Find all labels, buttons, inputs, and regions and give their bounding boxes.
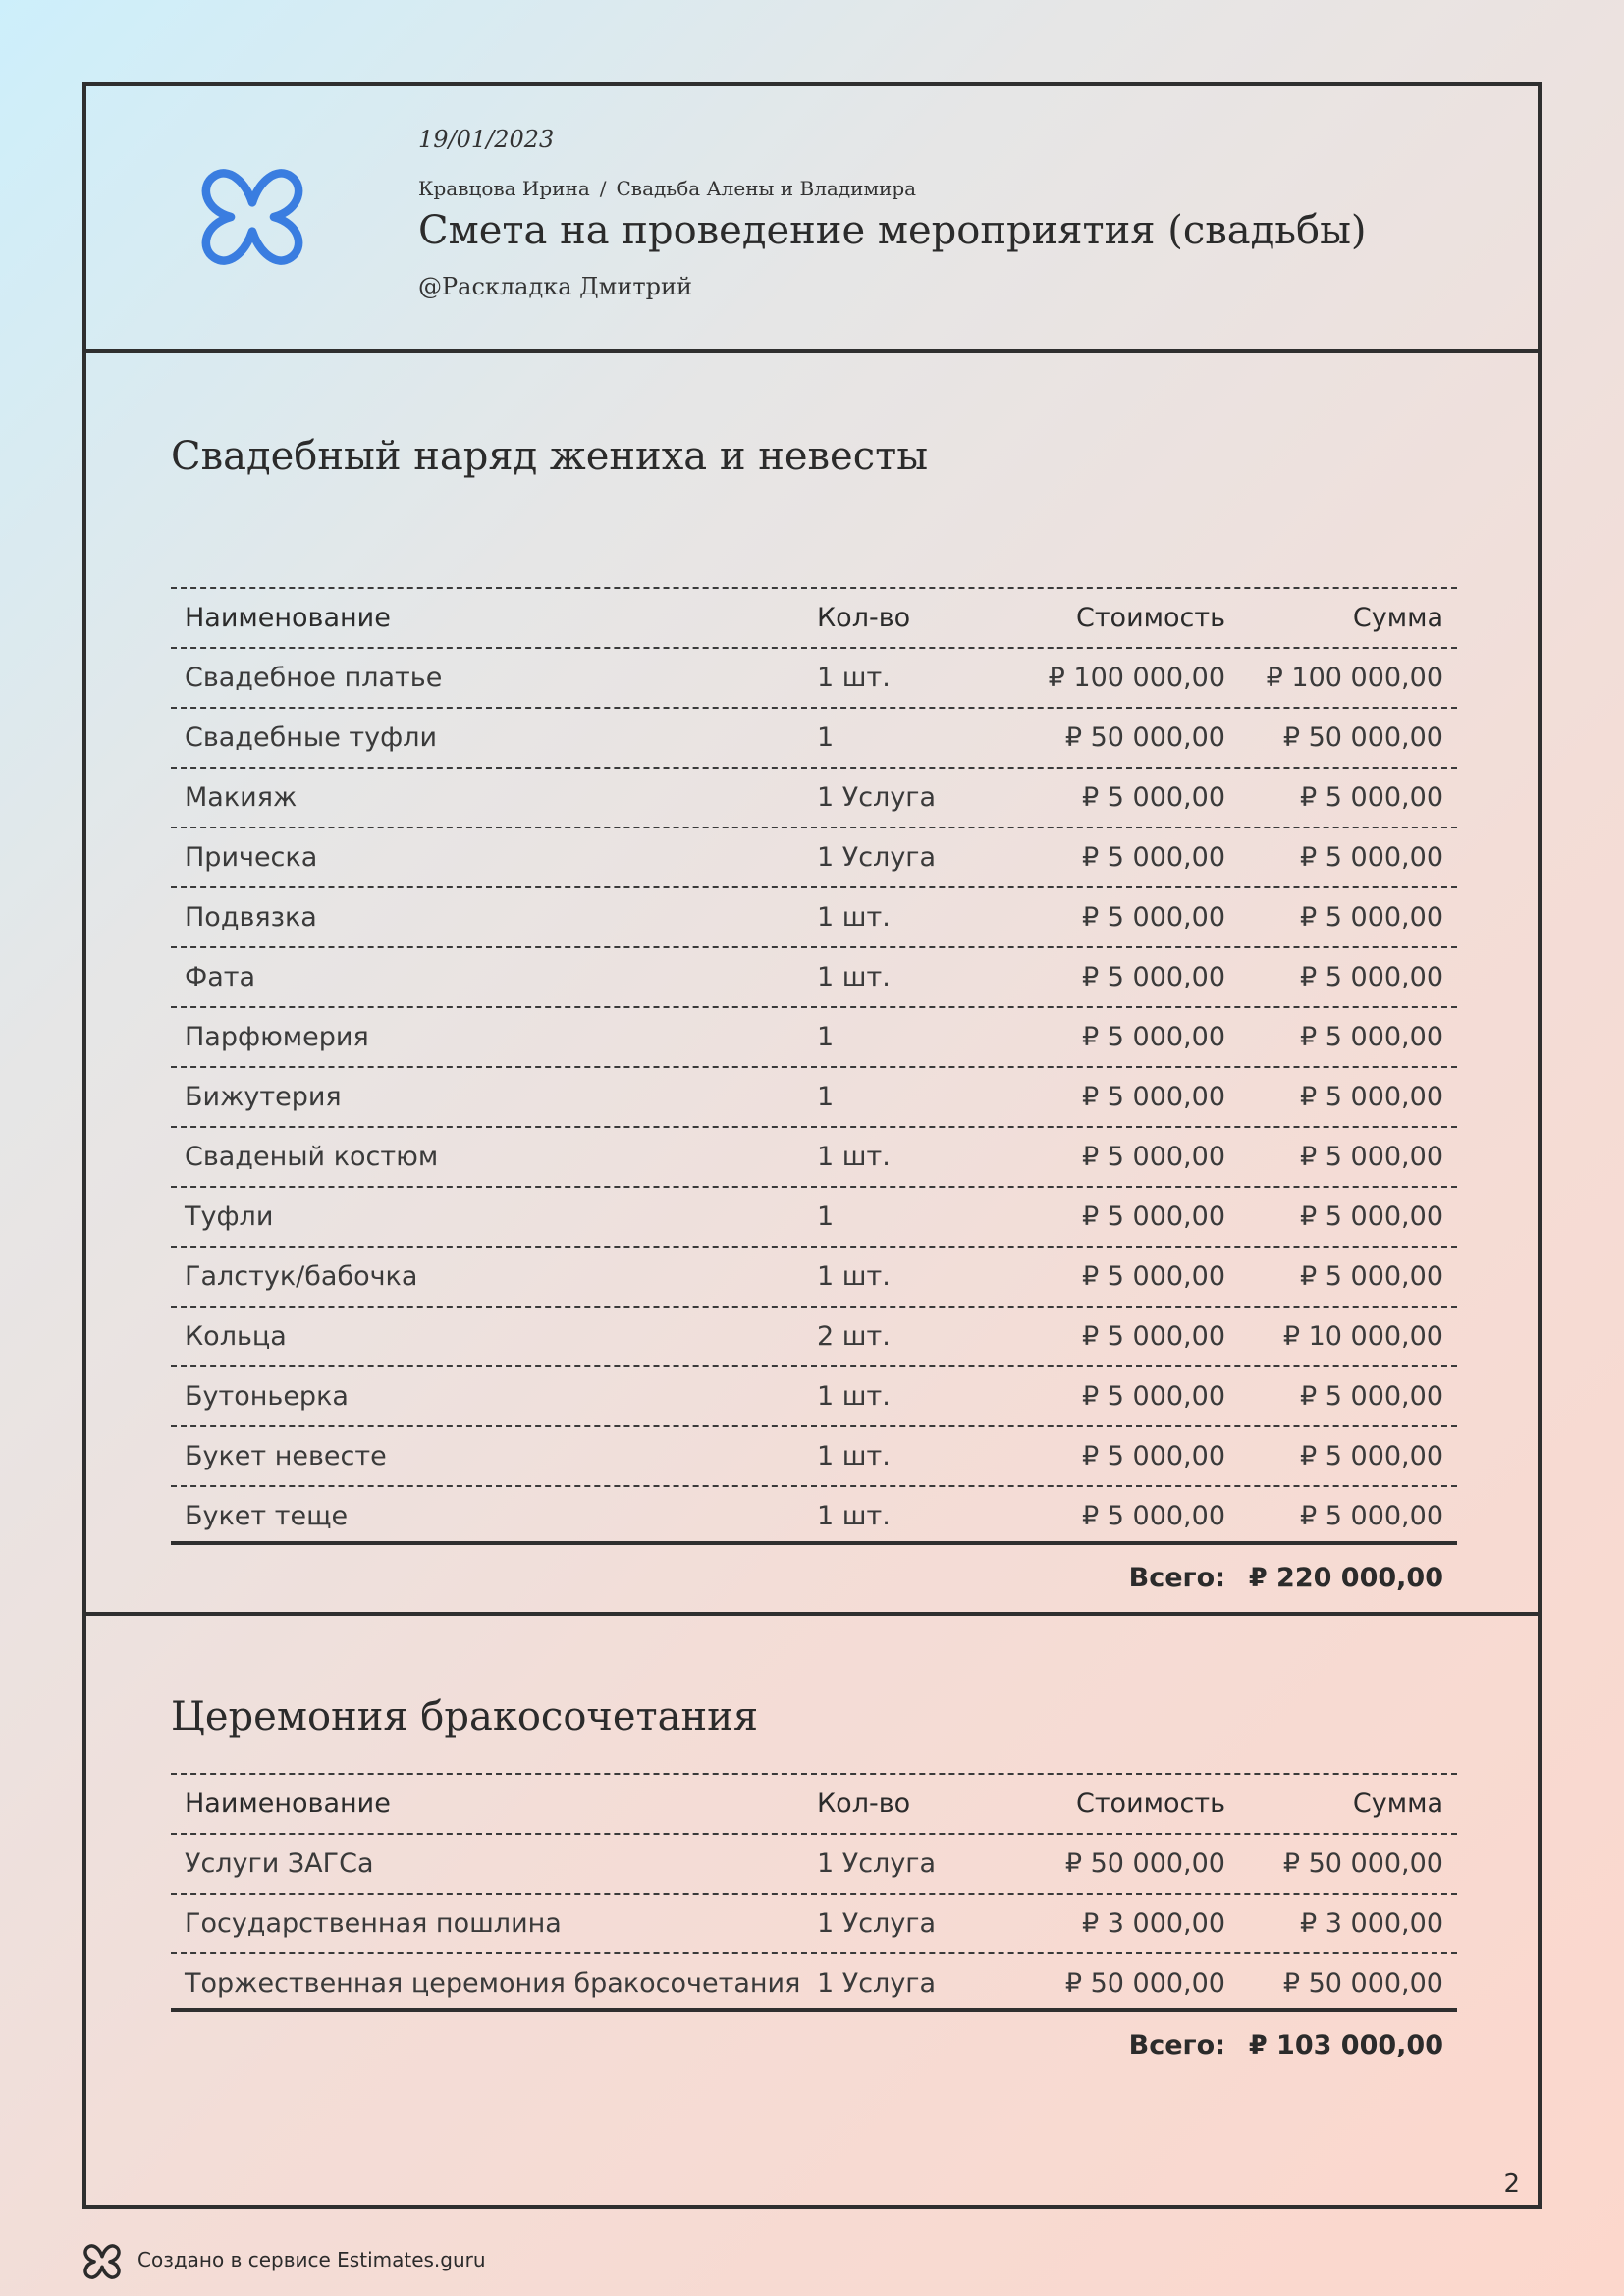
clover-logo-icon: [192, 157, 312, 277]
project-name: Свадьба Алены и Владимира: [616, 177, 917, 200]
table-row: [171, 946, 1457, 1006]
item-qty: 1: [817, 1082, 835, 1112]
section-total: [171, 1545, 1457, 1610]
item-qty: 1: [817, 1201, 835, 1232]
table-row: [171, 1833, 1457, 1893]
item-name: Торжественная церемония бракосочетания: [185, 1968, 801, 1999]
item-sum: ₽ 5 000,00: [1300, 842, 1443, 873]
item-sum: ₽ 5 000,00: [1300, 1082, 1443, 1112]
item-qty: 1: [817, 722, 835, 753]
item-qty: 1 Услуга: [817, 1848, 937, 1879]
item-sum: ₽ 100 000,00: [1266, 663, 1443, 693]
item-name: Букет теще: [185, 1501, 349, 1531]
table-row: [171, 1952, 1457, 2012]
item-name: Бижутерия: [185, 1082, 342, 1112]
item-qty: 1 шт.: [817, 1501, 891, 1531]
item-name: Туфли: [185, 1201, 274, 1232]
footer-credit: Создано в сервисе Estimates.guru: [137, 2248, 486, 2271]
item-cost: ₽ 5 000,00: [1082, 1022, 1225, 1052]
item-cost: ₽ 50 000,00: [1064, 1848, 1225, 1879]
item-cost: ₽ 5 000,00: [1082, 1082, 1225, 1112]
item-name: Бутоньерка: [185, 1381, 349, 1412]
item-sum: ₽ 5 000,00: [1300, 1381, 1443, 1412]
clover-logo-icon: [81, 2240, 124, 2283]
item-sum: ₽ 5 000,00: [1300, 782, 1443, 813]
table-row: [171, 1186, 1457, 1246]
table-row: [171, 1066, 1457, 1126]
item-sum: ₽ 3 000,00: [1300, 1908, 1443, 1939]
item-qty: 1 шт.: [817, 1441, 891, 1471]
item-sum: ₽ 5 000,00: [1300, 1142, 1443, 1172]
table-row: [171, 1006, 1457, 1066]
item-cost: ₽ 5 000,00: [1082, 1201, 1225, 1232]
table-row: [171, 1485, 1457, 1545]
item-qty: 1 Услуга: [817, 1968, 937, 1999]
item-sum: ₽ 5 000,00: [1300, 1501, 1443, 1531]
item-sum: ₽ 50 000,00: [1282, 722, 1443, 753]
estimate-section: [86, 353, 1538, 1616]
item-name: Свадебные туфли: [185, 722, 438, 753]
column-header-name: Наименование: [185, 1789, 391, 1819]
page-number: 2: [1503, 2169, 1520, 2199]
item-qty: 1 шт.: [817, 1142, 891, 1172]
item-name: Букет невесте: [185, 1441, 387, 1471]
item-cost: ₽ 50 000,00: [1064, 722, 1225, 753]
item-qty: 1: [817, 1022, 835, 1052]
item-cost: ₽ 5 000,00: [1082, 1321, 1225, 1352]
item-cost: ₽ 5 000,00: [1082, 902, 1225, 933]
item-sum: ₽ 5 000,00: [1300, 962, 1443, 992]
column-header-sum: Сумма: [1352, 603, 1443, 633]
table-row: [171, 1425, 1457, 1485]
document-header: [86, 86, 1538, 353]
item-sum: ₽ 5 000,00: [1300, 1261, 1443, 1292]
table-row: [171, 1365, 1457, 1425]
table-row: [171, 1246, 1457, 1306]
column-header-qty: Кол-во: [817, 603, 911, 633]
item-name: Государственная пошлина: [185, 1908, 562, 1939]
item-cost: ₽ 5 000,00: [1082, 842, 1225, 873]
item-cost: ₽ 50 000,00: [1064, 1968, 1225, 1999]
section-title: Свадебный наряд жениха и невесты: [171, 434, 929, 479]
item-cost: ₽ 5 000,00: [1082, 1261, 1225, 1292]
table-row: [171, 647, 1457, 707]
item-name: Макияж: [185, 782, 298, 813]
item-sum: ₽ 5 000,00: [1300, 1022, 1443, 1052]
table-row: [171, 827, 1457, 886]
total-value: ₽ 103 000,00: [1248, 2030, 1443, 2060]
item-sum: ₽ 5 000,00: [1300, 1201, 1443, 1232]
item-name: Фата: [185, 962, 256, 992]
table-header-row: [171, 1773, 1457, 1833]
table-row: [171, 767, 1457, 827]
item-cost: ₽ 5 000,00: [1082, 1441, 1225, 1471]
table-row: [171, 1306, 1457, 1365]
item-name: Прическа: [185, 842, 318, 873]
item-sum: ₽ 5 000,00: [1300, 1441, 1443, 1471]
item-name: Парфюмерия: [185, 1022, 369, 1052]
document-date: 19/01/2023: [418, 126, 555, 153]
estimate-section: [86, 1616, 1538, 2205]
item-qty: 1 шт.: [817, 663, 891, 693]
document-title: Смета на проведение мероприятия (свадьбы): [418, 208, 1367, 253]
estimate-table: [171, 587, 1457, 1610]
item-qty: 1 шт.: [817, 902, 891, 933]
item-sum: ₽ 50 000,00: [1282, 1848, 1443, 1879]
breadcrumb: [418, 177, 916, 200]
item-name: Сваденый костюм: [185, 1142, 439, 1172]
item-sum: ₽ 5 000,00: [1300, 902, 1443, 933]
item-qty: 1 Услуга: [817, 842, 937, 873]
item-cost: ₽ 5 000,00: [1082, 962, 1225, 992]
section-title: Церемония бракосочетания: [171, 1694, 759, 1739]
table-body: [171, 647, 1457, 1545]
item-sum: ₽ 50 000,00: [1282, 1968, 1443, 1999]
item-cost: ₽ 5 000,00: [1082, 1142, 1225, 1172]
item-name: Кольца: [185, 1321, 287, 1352]
item-qty: 1 шт.: [817, 962, 891, 992]
item-qty: 1 шт.: [817, 1381, 891, 1412]
column-header-sum: Сумма: [1352, 1789, 1443, 1819]
item-qty: 1 Услуга: [817, 1908, 937, 1939]
column-header-name: Наименование: [185, 603, 391, 633]
item-cost: ₽ 5 000,00: [1082, 1501, 1225, 1531]
item-cost: ₽ 3 000,00: [1082, 1908, 1225, 1939]
item-name: Подвязка: [185, 902, 317, 933]
table-body: [171, 1833, 1457, 2012]
item-qty: 1 шт.: [817, 1261, 891, 1292]
total-label: Всего:: [1128, 1563, 1225, 1593]
breadcrumb-separator: /: [599, 177, 607, 200]
table-row: [171, 886, 1457, 946]
page-frame: [82, 82, 1542, 2209]
estimate-table: [171, 1773, 1457, 2077]
item-name: Свадебное платье: [185, 663, 443, 693]
client-name: Кравцова Ирина: [418, 177, 590, 200]
item-cost: ₽ 100 000,00: [1048, 663, 1225, 693]
item-qty: 1 Услуга: [817, 782, 937, 813]
section-total: [171, 2012, 1457, 2077]
total-value: ₽ 220 000,00: [1248, 1563, 1443, 1593]
item-name: Услуги ЗАГСа: [185, 1848, 374, 1879]
total-label: Всего:: [1128, 2030, 1225, 2060]
table-row: [171, 1893, 1457, 1952]
item-sum: ₽ 10 000,00: [1282, 1321, 1443, 1352]
item-qty: 2 шт.: [817, 1321, 891, 1352]
document-author: @Раскладка Дмитрий: [418, 273, 692, 300]
item-name: Галстук/бабочка: [185, 1261, 418, 1292]
column-header-cost: Стоимость: [1075, 1789, 1225, 1819]
column-header-qty: Кол-во: [817, 1789, 911, 1819]
item-cost: ₽ 5 000,00: [1082, 1381, 1225, 1412]
column-header-cost: Стоимость: [1075, 603, 1225, 633]
table-header-row: [171, 587, 1457, 647]
table-row: [171, 1126, 1457, 1186]
table-row: [171, 707, 1457, 767]
item-cost: ₽ 5 000,00: [1082, 782, 1225, 813]
